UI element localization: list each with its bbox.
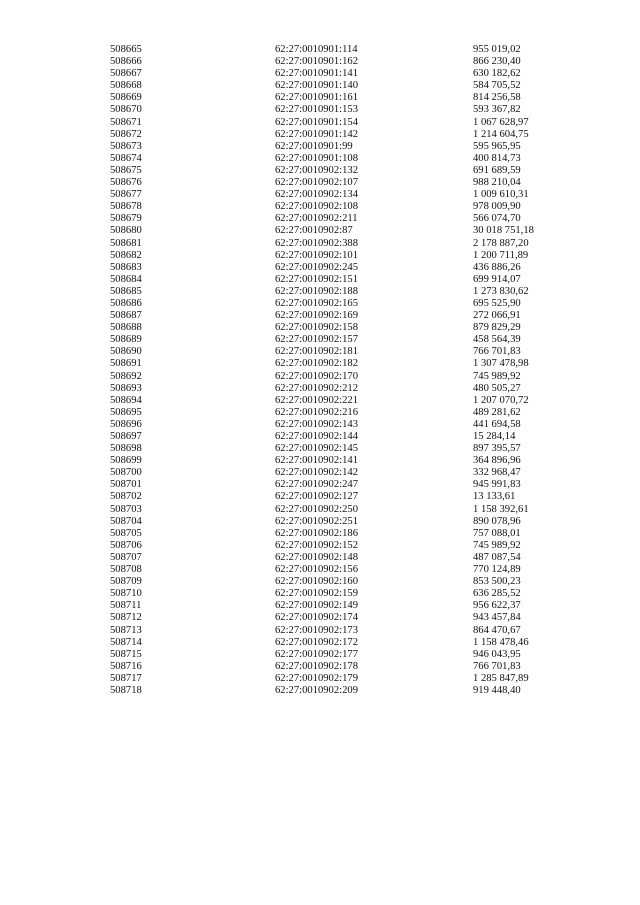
cadastral-number: 62:27:0010902:144 xyxy=(275,431,358,442)
cadastral-value: 978 009,90 xyxy=(473,201,521,213)
cadastral-value: 595 965,95 xyxy=(473,140,521,152)
cadastral-number: 62:27:0010902:182 xyxy=(275,358,358,370)
cadastral-number: 62:27:0010902:152 xyxy=(275,539,358,551)
table-row xyxy=(0,588,640,600)
cadastral-number: 62:27:0010902:247 xyxy=(275,479,358,491)
table-row xyxy=(0,516,640,528)
row-number: 508700 xyxy=(110,467,142,479)
cadastral-value: 272 066,91 xyxy=(473,310,521,322)
cadastral-value: 1 285 847,89 xyxy=(473,672,529,684)
row-number: 508680 xyxy=(110,225,142,237)
row-number: 508718 xyxy=(110,684,142,696)
row-number: 508698 xyxy=(110,443,142,455)
row-number: 508712 xyxy=(110,612,142,624)
cadastral-value: 745 989,92 xyxy=(473,539,521,551)
cadastral-number: 62:27:0010902:141 xyxy=(275,455,358,467)
row-number: 508711 xyxy=(110,600,142,612)
table-row xyxy=(0,479,640,491)
table-row xyxy=(0,334,640,346)
cadastral-value: 1 273 830,62 xyxy=(473,285,529,297)
cadastral-number: 62:27:0010901:161 xyxy=(275,92,358,104)
cadastral-value: 441 694,58 xyxy=(473,418,521,430)
cadastral-number: 62:27:0010902:101 xyxy=(275,249,358,261)
cadastral-number: 62:27:0010902:107 xyxy=(275,177,358,189)
row-number: 508672 xyxy=(110,128,142,140)
table-row xyxy=(0,322,640,334)
cadastral-number: 62:27:0010902:216 xyxy=(275,406,358,418)
table-row xyxy=(0,673,640,685)
table-row xyxy=(0,129,640,141)
table-row xyxy=(0,455,640,467)
cadastral-number: 62:27:0010901:141 xyxy=(275,68,358,80)
row-number: 508674 xyxy=(110,152,142,164)
cadastral-value: 695 525,90 xyxy=(473,297,521,309)
table-row xyxy=(0,637,640,649)
table-row xyxy=(0,189,640,201)
cadastral-number: 62:27:0010902:245 xyxy=(275,261,358,273)
table-row xyxy=(0,528,640,540)
cadastral-number: 62:27:0010902:132 xyxy=(275,164,358,176)
table-row xyxy=(0,649,640,661)
cadastral-number: 62:27:0010901:162 xyxy=(275,56,358,68)
table-row xyxy=(0,250,640,262)
cadastral-value: 956 622,37 xyxy=(473,600,521,612)
row-number: 508668 xyxy=(110,80,142,92)
table-row xyxy=(0,177,640,189)
table-row xyxy=(0,104,640,116)
row-number: 508717 xyxy=(110,672,142,684)
row-number: 508671 xyxy=(110,116,142,128)
cadastral-number: 62:27:0010902:151 xyxy=(275,273,358,285)
table-row xyxy=(0,56,640,68)
table-row xyxy=(0,491,640,503)
row-number: 508677 xyxy=(110,189,142,201)
cadastral-value: 593 367,82 xyxy=(473,104,521,116)
cadastral-number: 62:27:0010902:149 xyxy=(275,600,358,612)
cadastral-value: 699 914,07 xyxy=(473,273,521,285)
cadastral-value: 745 989,92 xyxy=(473,370,521,382)
row-number: 508707 xyxy=(110,551,142,563)
cadastral-value: 988 210,04 xyxy=(473,177,521,189)
table-row xyxy=(0,117,640,129)
cadastral-value: 766 701,83 xyxy=(473,346,521,358)
row-number: 508704 xyxy=(110,515,142,527)
row-number: 508683 xyxy=(110,261,142,273)
cadastral-value: 436 886,26 xyxy=(473,261,521,273)
table-row xyxy=(0,225,640,237)
cadastral-value: 890 078,96 xyxy=(473,515,521,527)
cadastral-number: 62:27:0010902:145 xyxy=(275,443,358,455)
row-number: 508669 xyxy=(110,92,142,104)
table-row xyxy=(0,407,640,419)
cadastral-number: 62:27:0010902:87 xyxy=(275,225,353,237)
row-number: 508687 xyxy=(110,310,142,322)
row-number: 508693 xyxy=(110,382,142,394)
cadastral-value: 897 395,57 xyxy=(473,443,521,455)
row-number: 508690 xyxy=(110,346,142,358)
table-row xyxy=(0,346,640,358)
cadastral-value: 814 256,58 xyxy=(473,92,521,104)
table-row xyxy=(0,141,640,153)
cadastral-number: 62:27:0010902:250 xyxy=(275,503,358,515)
cadastral-value: 945 991,83 xyxy=(473,479,521,491)
cadastral-number: 62:27:0010901:140 xyxy=(275,80,358,92)
cadastral-number: 62:27:0010902:108 xyxy=(275,201,358,213)
table-row xyxy=(0,358,640,370)
cadastral-value: 864 470,67 xyxy=(473,624,521,636)
cadastral-value: 919 448,40 xyxy=(473,684,521,696)
table-row xyxy=(0,431,640,443)
cadastral-value: 1 307 478,98 xyxy=(473,358,529,370)
table-row xyxy=(0,552,640,564)
row-number: 508689 xyxy=(110,334,142,346)
table-row xyxy=(0,310,640,322)
row-number: 508678 xyxy=(110,201,142,213)
cadastral-value: 13 133,61 xyxy=(473,491,516,503)
cadastral-value: 15 284,14 xyxy=(473,431,516,442)
row-number: 508710 xyxy=(110,588,142,600)
table-row xyxy=(0,612,640,624)
cadastral-number: 62:27:0010902:143 xyxy=(275,418,358,430)
cadastral-number: 62:27:0010902:188 xyxy=(275,285,358,297)
row-number: 508699 xyxy=(110,455,142,467)
table-row xyxy=(0,625,640,637)
table-row xyxy=(0,576,640,588)
cadastral-value: 2 178 887,20 xyxy=(473,237,529,249)
row-number: 508708 xyxy=(110,564,142,576)
row-number: 508716 xyxy=(110,660,142,672)
table-row xyxy=(0,92,640,104)
table-row xyxy=(0,44,640,56)
row-number: 508676 xyxy=(110,177,142,189)
cadastral-number: 62:27:0010901:114 xyxy=(275,44,358,55)
cadastral-value: 630 182,62 xyxy=(473,68,521,80)
cadastral-value: 489 281,62 xyxy=(473,406,521,418)
cadastral-number: 62:27:0010902:170 xyxy=(275,370,358,382)
table-row xyxy=(0,371,640,383)
row-number: 508714 xyxy=(110,636,142,648)
cadastral-value: 400 814,73 xyxy=(473,152,521,164)
row-number: 508685 xyxy=(110,285,142,297)
cadastral-value: 691 689,59 xyxy=(473,164,521,176)
cadastral-value: 955 019,02 xyxy=(473,44,521,55)
table-row xyxy=(0,298,640,310)
cadastral-value: 1 009 610,31 xyxy=(473,189,529,201)
table-row xyxy=(0,661,640,673)
cadastral-number: 62:27:0010902:186 xyxy=(275,527,358,539)
cadastral-number: 62:27:0010902:181 xyxy=(275,346,358,358)
row-number: 508679 xyxy=(110,213,142,225)
cadastral-number: 62:27:0010902:148 xyxy=(275,551,358,563)
row-number: 508666 xyxy=(110,56,142,68)
cadastral-value: 757 088,01 xyxy=(473,527,521,539)
row-number: 508701 xyxy=(110,479,142,491)
cadastral-number: 62:27:0010901:154 xyxy=(275,116,358,128)
cadastral-number: 62:27:0010902:156 xyxy=(275,564,358,576)
cadastral-value: 30 018 751,18 xyxy=(473,225,534,237)
cadastral-value: 943 457,84 xyxy=(473,612,521,624)
table-row xyxy=(0,274,640,286)
row-number: 508682 xyxy=(110,249,142,261)
cadastral-number: 62:27:0010902:160 xyxy=(275,576,358,588)
cadastral-value: 566 074,70 xyxy=(473,213,521,225)
table-row xyxy=(0,540,640,552)
row-number: 508713 xyxy=(110,624,142,636)
cadastral-number: 62:27:0010902:251 xyxy=(275,515,358,527)
table-row xyxy=(0,286,640,298)
table-row xyxy=(0,685,640,697)
cadastral-value: 770 124,89 xyxy=(473,564,521,576)
cadastral-number: 62:27:0010902:173 xyxy=(275,624,358,636)
cadastral-value: 458 564,39 xyxy=(473,334,521,346)
cadastral-number: 62:27:0010902:174 xyxy=(275,612,358,624)
row-number: 508688 xyxy=(110,322,142,334)
cadastral-number: 62:27:0010902:169 xyxy=(275,310,358,322)
row-number: 508692 xyxy=(110,370,142,382)
table-row xyxy=(0,201,640,213)
cadastral-number: 62:27:0010902:177 xyxy=(275,648,358,660)
row-number: 508696 xyxy=(110,418,142,430)
row-number: 508681 xyxy=(110,237,142,249)
row-number: 508709 xyxy=(110,576,142,588)
row-number: 508715 xyxy=(110,648,142,660)
row-number: 508691 xyxy=(110,358,142,370)
table-row xyxy=(0,238,640,250)
cadastral-number: 62:27:0010901:142 xyxy=(275,128,358,140)
table-row xyxy=(0,80,640,92)
table-row xyxy=(0,600,640,612)
cadastral-value: 487 087,54 xyxy=(473,551,521,563)
row-number: 508684 xyxy=(110,273,142,285)
cadastral-value: 853 500,23 xyxy=(473,576,521,588)
cadastral-number: 62:27:0010902:172 xyxy=(275,636,358,648)
row-number: 508675 xyxy=(110,164,142,176)
table-row xyxy=(0,383,640,395)
table-row xyxy=(0,564,640,576)
row-number: 508670 xyxy=(110,104,142,116)
table-row xyxy=(0,153,640,165)
cadastral-number: 62:27:0010902:221 xyxy=(275,394,358,406)
cadastral-number: 62:27:0010902:178 xyxy=(275,660,358,672)
table-row xyxy=(0,467,640,479)
row-number: 508702 xyxy=(110,491,142,503)
row-number: 508665 xyxy=(110,44,142,55)
cadastral-number: 62:27:0010902:157 xyxy=(275,334,358,346)
row-number: 508667 xyxy=(110,68,142,80)
cadastral-value: 1 214 604,75 xyxy=(473,128,529,140)
table-row xyxy=(0,443,640,455)
table-row xyxy=(0,262,640,274)
cadastral-value: 1 067 628,97 xyxy=(473,116,529,128)
cadastral-number: 62:27:0010902:388 xyxy=(275,237,358,249)
cadastral-number: 62:27:0010901:99 xyxy=(275,140,353,152)
row-number: 508686 xyxy=(110,297,142,309)
table-row xyxy=(0,68,640,80)
cadastral-value: 1 200 711,89 xyxy=(473,249,529,261)
table-row xyxy=(0,213,640,225)
row-number: 508705 xyxy=(110,527,142,539)
cadastral-value: 332 968,47 xyxy=(473,467,521,479)
cadastral-number: 62:27:0010902:211 xyxy=(275,213,358,225)
cadastral-value-table xyxy=(0,44,640,697)
cadastral-number: 62:27:0010902:212 xyxy=(275,382,358,394)
table-row xyxy=(0,395,640,407)
table-row xyxy=(0,419,640,431)
cadastral-number: 62:27:0010902:209 xyxy=(275,684,358,696)
table-row xyxy=(0,165,640,177)
cadastral-value: 946 043,95 xyxy=(473,648,521,660)
cadastral-number: 62:27:0010902:179 xyxy=(275,672,358,684)
cadastral-value: 480 505,27 xyxy=(473,382,521,394)
row-number: 508694 xyxy=(110,394,142,406)
cadastral-value: 364 896,96 xyxy=(473,455,521,467)
cadastral-number: 62:27:0010901:108 xyxy=(275,152,358,164)
row-number: 508697 xyxy=(110,431,142,442)
cadastral-value: 879 829,29 xyxy=(473,322,521,334)
cadastral-number: 62:27:0010902:159 xyxy=(275,588,358,600)
cadastral-value: 1 158 478,46 xyxy=(473,636,529,648)
cadastral-number: 62:27:0010902:158 xyxy=(275,322,358,334)
cadastral-number: 62:27:0010902:134 xyxy=(275,189,358,201)
cadastral-number: 62:27:0010902:165 xyxy=(275,297,358,309)
row-number: 508703 xyxy=(110,503,142,515)
cadastral-value: 866 230,40 xyxy=(473,56,521,68)
row-number: 508706 xyxy=(110,539,142,551)
cadastral-value: 1 158 392,61 xyxy=(473,503,529,515)
table-row xyxy=(0,504,640,516)
cadastral-value: 636 285,52 xyxy=(473,588,521,600)
cadastral-value: 1 207 070,72 xyxy=(473,394,529,406)
cadastral-value: 584 705,52 xyxy=(473,80,521,92)
cadastral-number: 62:27:0010902:127 xyxy=(275,491,358,503)
cadastral-number: 62:27:0010901:153 xyxy=(275,104,358,116)
row-number: 508673 xyxy=(110,140,142,152)
cadastral-number: 62:27:0010902:142 xyxy=(275,467,358,479)
cadastral-value: 766 701,83 xyxy=(473,660,521,672)
row-number: 508695 xyxy=(110,406,142,418)
